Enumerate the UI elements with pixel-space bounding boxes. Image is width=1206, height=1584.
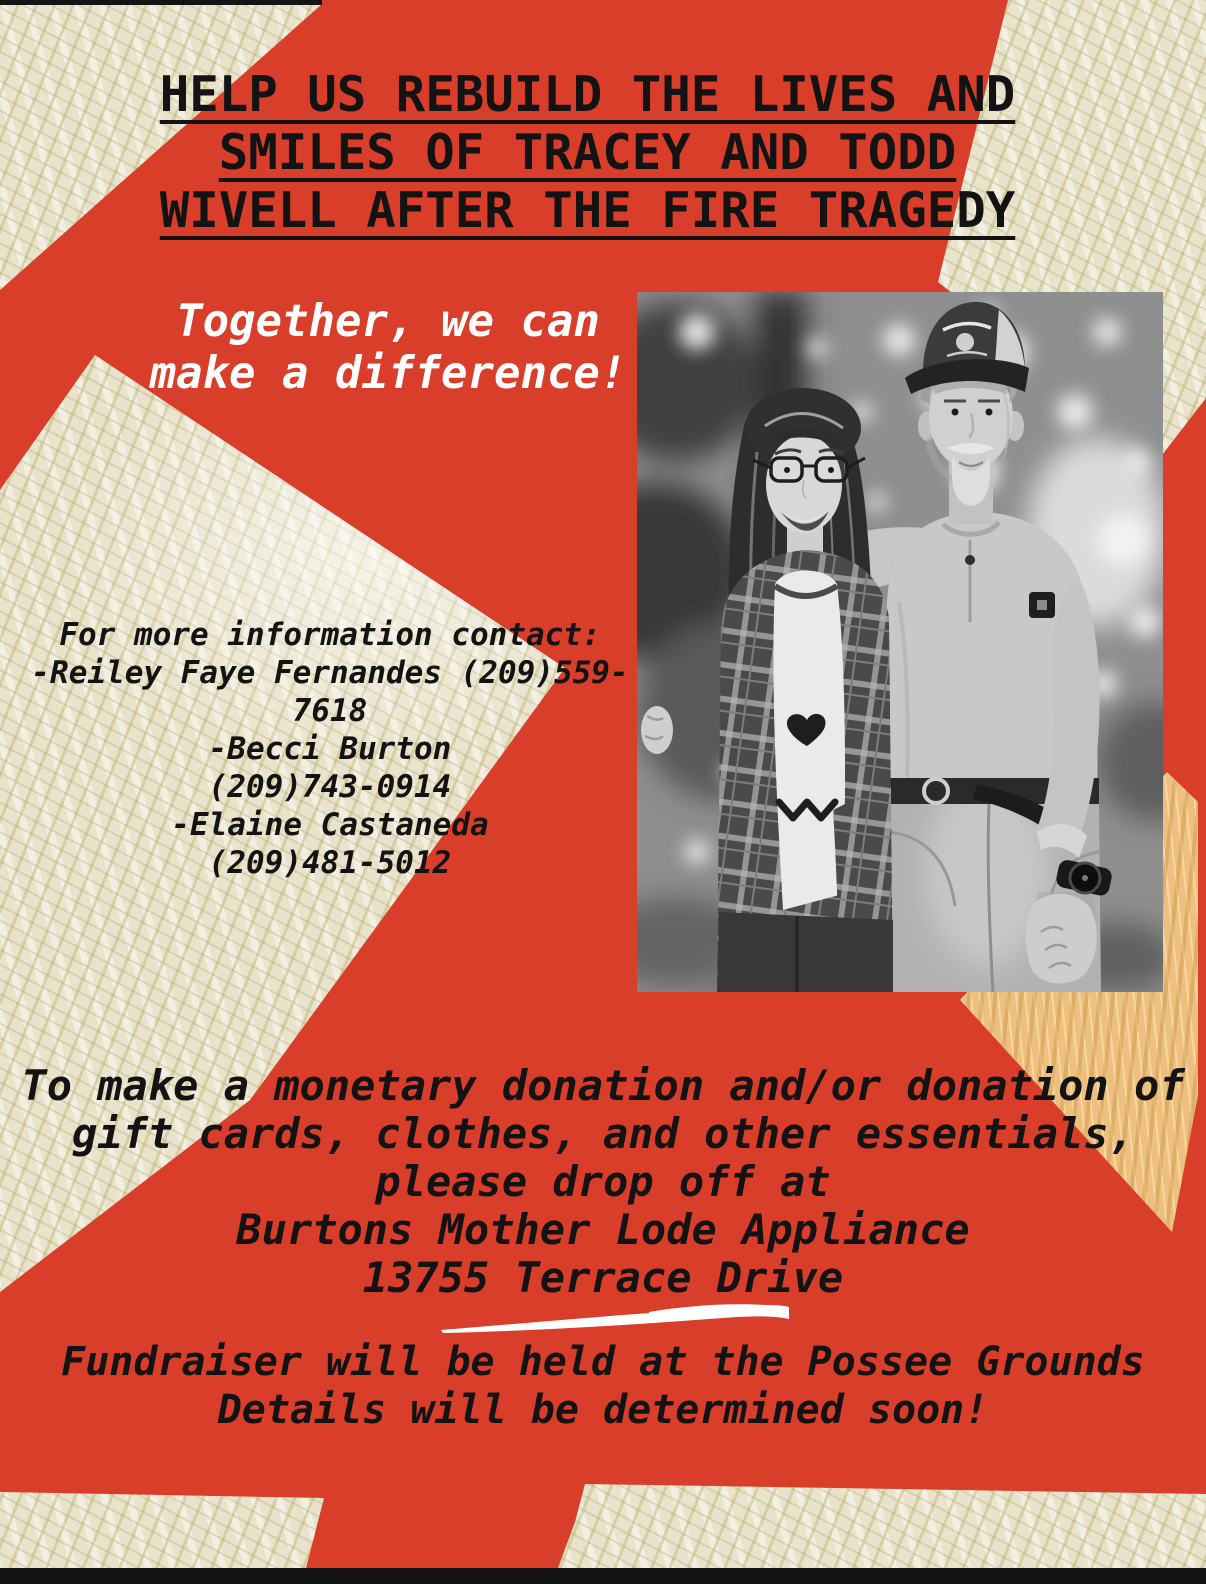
donation-line: 13755 Terrace Drive [362, 1253, 844, 1302]
donation-line: Burtons Mother Lode Appliance [236, 1205, 970, 1254]
contact-line: (209)481-5012 [208, 845, 452, 881]
contact-line: -Elaine Castaneda [171, 807, 489, 843]
donation-line: gift cards, clothes, and other essentials, [71, 1109, 1135, 1158]
donation-line: To make a monetary donation and/or donation of [21, 1061, 1185, 1110]
brush-underline [437, 1300, 793, 1334]
contact-heading: For more information contact: [59, 617, 601, 653]
headline [0, 66, 1175, 240]
donation-line: please drop off at [375, 1157, 831, 1206]
contact-line: -Becci Burton [208, 731, 452, 767]
tagline-line-1: Together, we can [176, 296, 600, 347]
fundraiser-line: Fundraiser will be held at the Possee Grounds [61, 1339, 1145, 1385]
bottom-edge-bar [0, 1568, 1206, 1584]
tagline-line-2: make a difference! [149, 348, 627, 399]
fundraiser-block [0, 1338, 1206, 1434]
contact-line: (209)743-0914 [208, 769, 452, 805]
contact-line: -Reiley Faye Fernandes (209)559- [31, 655, 629, 691]
headline-line-1: HELP US REBUILD THE LIVES AND [159, 66, 1016, 123]
headline-line-2: SMILES OF TRACEY AND TODD [218, 124, 957, 181]
donation-block [0, 1062, 1206, 1302]
contact-block [20, 616, 640, 882]
top-edge-bar [0, 0, 322, 5]
tagline [38, 296, 738, 400]
contact-line: 7618 [292, 693, 368, 729]
headline-line-3: WIVELL AFTER THE FIRE TRAGEDY [159, 182, 1016, 239]
fundraiser-line: Details will be determined soon! [217, 1387, 989, 1433]
